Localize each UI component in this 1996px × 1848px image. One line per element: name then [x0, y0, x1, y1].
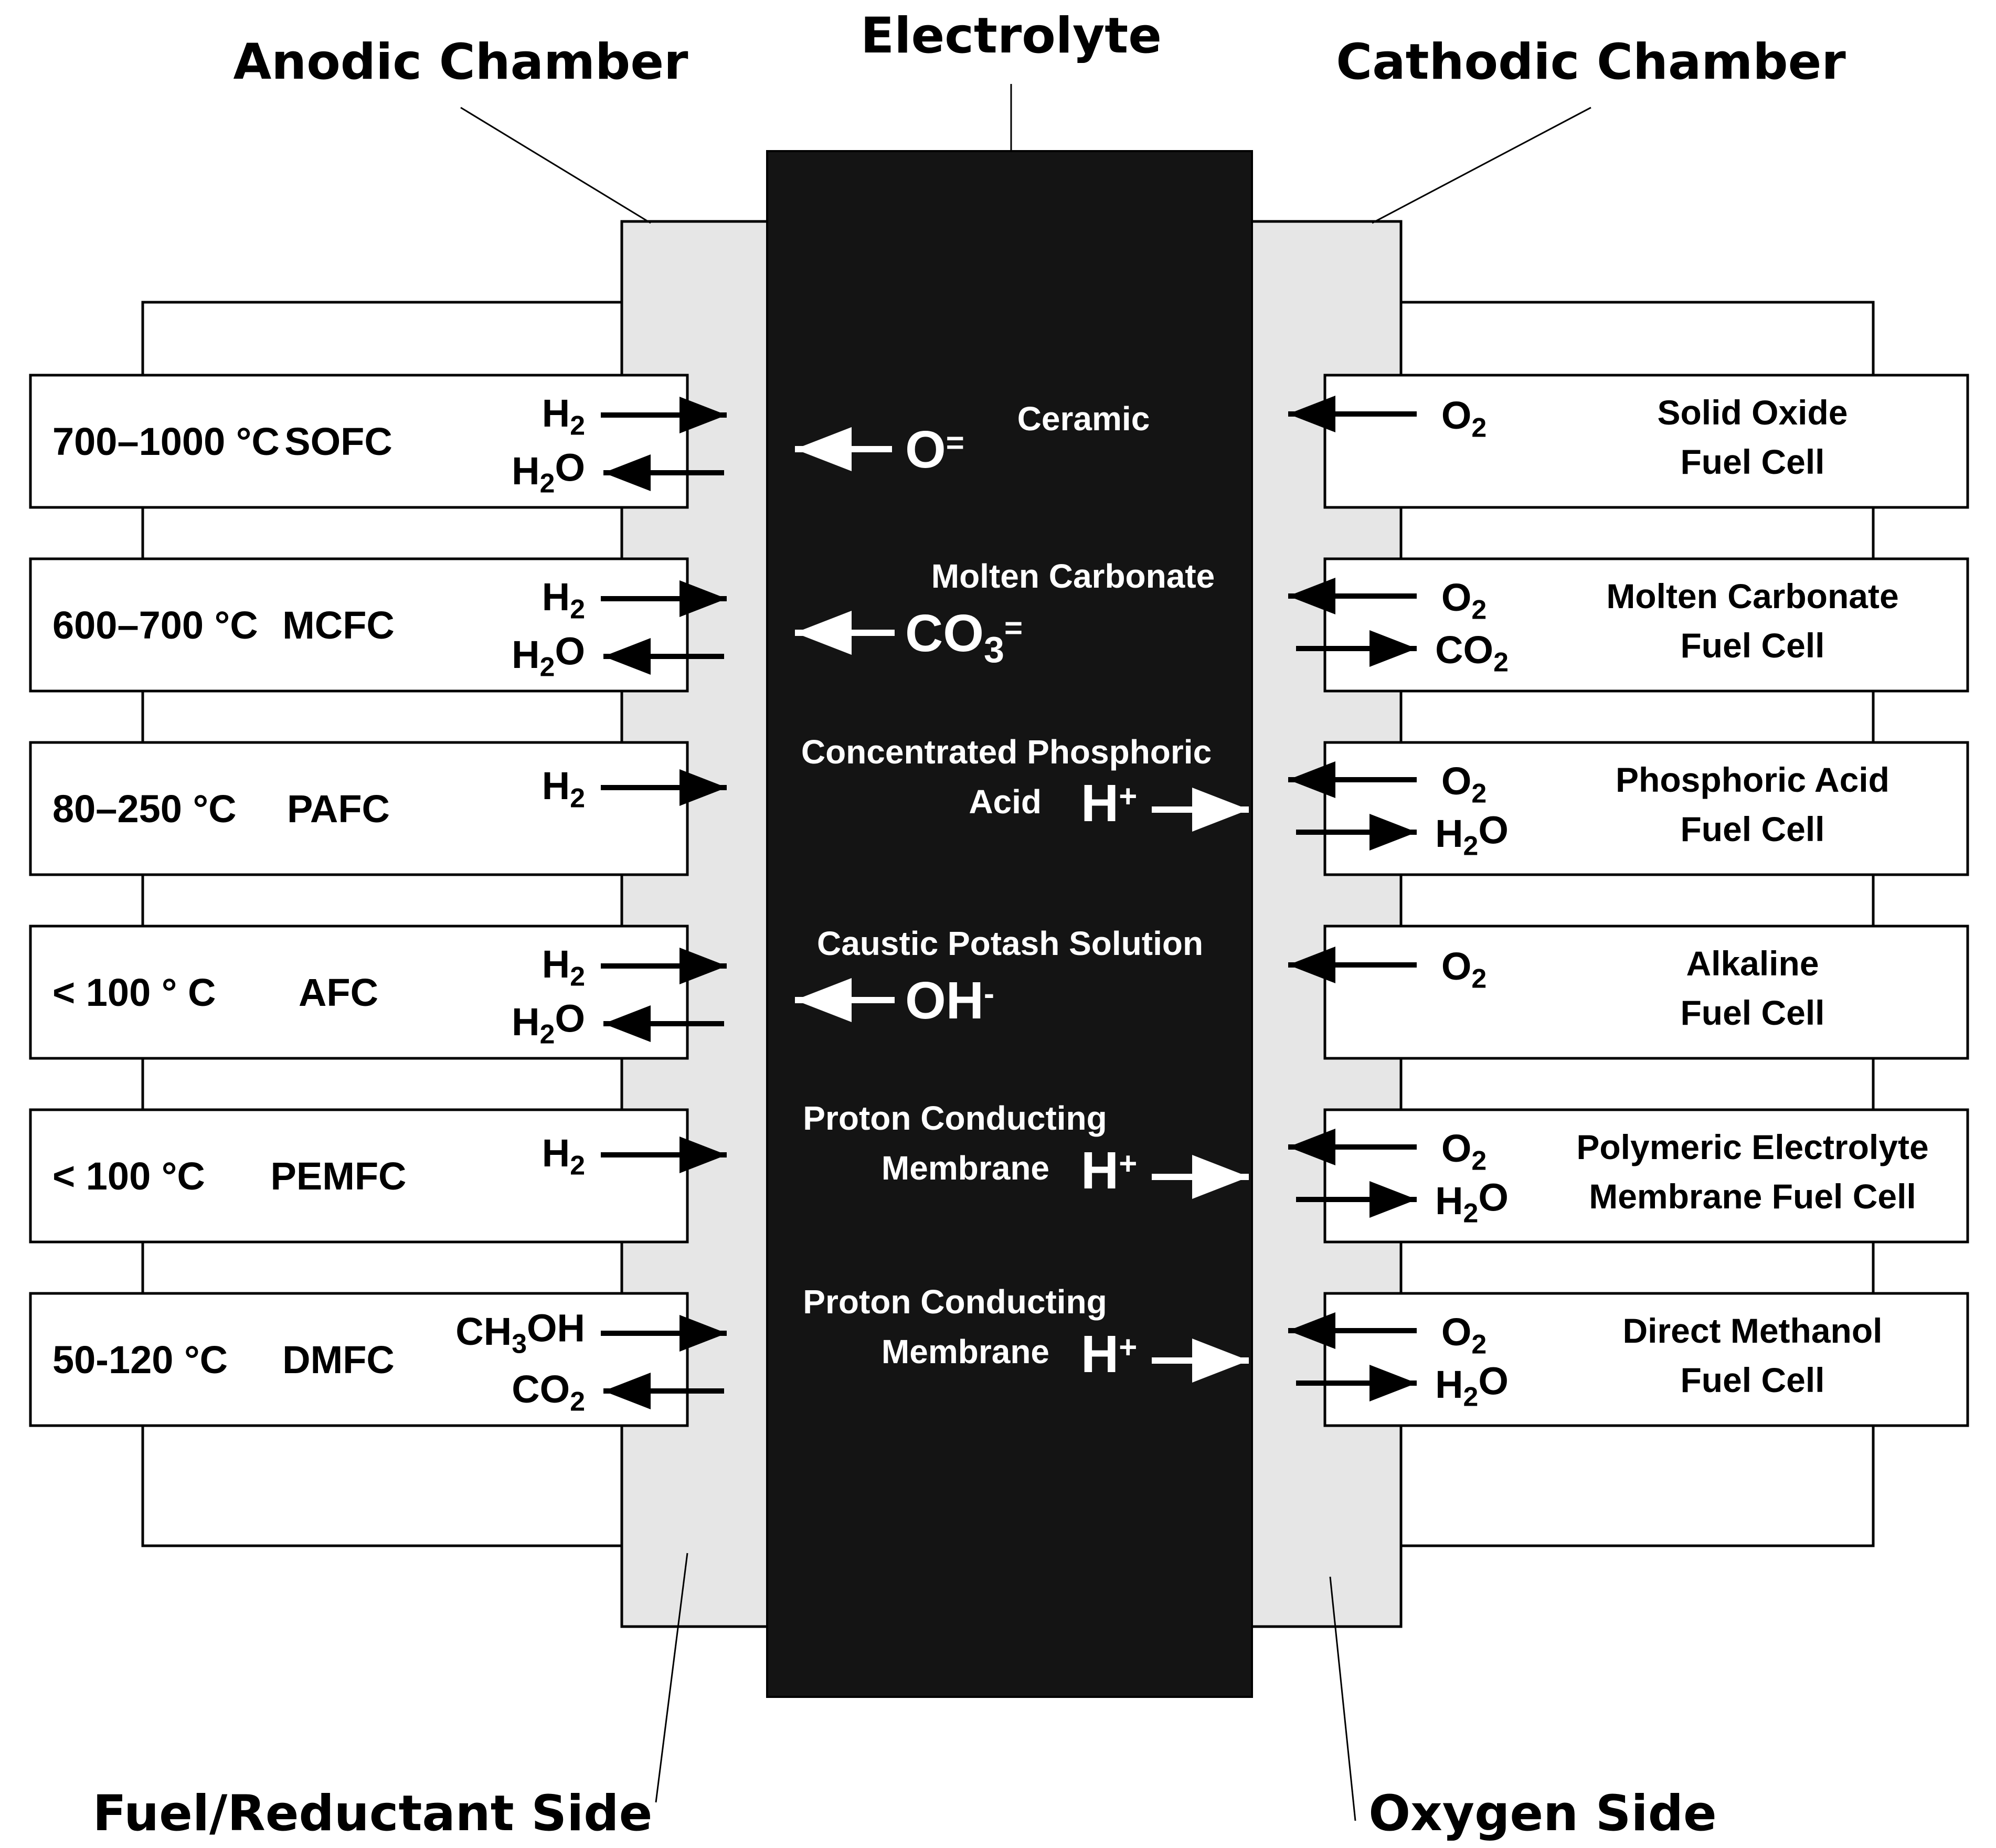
mobile-ion-base: H — [1081, 774, 1119, 833]
cathode-input-species-base: O — [1441, 944, 1472, 988]
fuel-cell-type: PEMFC — [270, 1154, 407, 1198]
anode-input-species-base: H — [542, 1131, 570, 1175]
fuel-reductant-side-label: Fuel/Reductant Side — [92, 1785, 653, 1842]
anode-output-species-subscript: 2 — [570, 1386, 585, 1417]
operating-temperature: 80–250 °C — [52, 787, 237, 831]
electrolyte-block — [767, 151, 1252, 1697]
anode-input-species-base: H — [542, 391, 570, 435]
anode-input-species-subscript: 3 — [512, 1328, 527, 1359]
cathode-output-species-tail: O — [1478, 1359, 1509, 1403]
anode-output-species-base: H — [512, 633, 540, 676]
cathode-output-species-tail: O — [1478, 1175, 1509, 1219]
fuel-cell-type: AFC — [298, 971, 379, 1014]
operating-temperature: < 100 °C — [52, 1154, 205, 1198]
cathode-input-species-subscript: 2 — [1471, 412, 1487, 443]
fuel-cell-name-line-1: Alkaline — [1686, 944, 1819, 983]
cathode-input-species-subscript: 2 — [1471, 963, 1487, 994]
anodic-leader-line — [461, 108, 651, 223]
cathode-input-species-base: O — [1441, 1127, 1472, 1170]
cathode-box — [1325, 926, 1968, 1058]
electrolyte-material-line-2: Membrane — [881, 1333, 1049, 1371]
cathodic-chamber-label: Cathodic Chamber — [1336, 34, 1846, 91]
operating-temperature: < 100 ° C — [52, 971, 216, 1014]
anode-input-species-subscript: 2 — [570, 1150, 585, 1181]
cathodic-leader-line — [1372, 108, 1591, 223]
anode-input-species-base: H — [542, 764, 570, 808]
cathode-output-species-base: H — [1435, 1179, 1463, 1223]
anode-input-species-base: CH — [455, 1310, 512, 1353]
fuel-cell-type: PAFC — [287, 787, 390, 831]
cathode-output-species-base: CO — [1435, 628, 1494, 672]
mobile-ion-superscript: = — [946, 425, 964, 460]
operating-temperature: 600–700 °C — [52, 603, 258, 647]
anode-input-species-subscript: 2 — [570, 961, 585, 992]
mobile-ion-base: H — [1081, 1325, 1119, 1384]
fuel-cell-name-line-2: Fuel Cell — [1680, 993, 1825, 1032]
mobile-ion-superscript: + — [1119, 1330, 1138, 1365]
mobile-ion-base: O — [905, 420, 946, 479]
mobile-ion-base: H — [1081, 1141, 1119, 1200]
anode-output-species-tail: O — [555, 996, 585, 1040]
electrolyte-material: Ceramic — [1017, 400, 1150, 438]
cathode-output-species-subscript: 2 — [1493, 646, 1509, 677]
fuel-cell-name-line-1: Molten Carbonate — [1606, 577, 1899, 615]
anode-input-species-subscript: 2 — [570, 593, 585, 624]
cathode-input-species-base: O — [1441, 759, 1472, 803]
cathode-input-species-base: O — [1441, 1310, 1472, 1354]
fuel-cell-name-line-1: Direct Methanol — [1622, 1311, 1883, 1350]
electrolyte-material-line-1: Proton Conducting — [803, 1283, 1107, 1321]
cathode-input-species-base: O — [1441, 394, 1472, 437]
cathode-output-species-subscript: 2 — [1463, 1381, 1479, 1412]
cathode-output-species-base: H — [1435, 1363, 1463, 1406]
anode-input-species-subscript: 2 — [570, 410, 585, 441]
anode-output-species-base: H — [512, 1000, 540, 1044]
electrolyte-material: Caustic Potash Solution — [816, 925, 1204, 962]
mobile-ion-superscript: + — [1119, 1146, 1138, 1181]
operating-temperature: 50-120 °C — [52, 1338, 228, 1382]
mobile-ion-subscript: 3 — [984, 629, 1004, 670]
fuel-cell-name-line-1: Solid Oxide — [1657, 393, 1848, 432]
anode-input-species-subscript: 2 — [570, 782, 585, 813]
fuel-cell-type: MCFC — [282, 603, 395, 647]
anode-output-species-tail: O — [555, 629, 585, 673]
electrolyte-material-line-2: Acid — [969, 783, 1042, 821]
cathode-input-species-base: O — [1441, 576, 1472, 619]
cathode-input-species-subscript: 2 — [1471, 594, 1487, 625]
fuel-cell-name-line-2: Fuel Cell — [1680, 626, 1825, 665]
fuel-cell-type: SOFC — [284, 420, 392, 463]
anode-output-species-base: H — [512, 449, 540, 493]
cathode-box — [1325, 375, 1968, 507]
anode-input-species-tail: OH — [527, 1306, 585, 1350]
mobile-ion-superscript: + — [1119, 779, 1138, 814]
fuel-cell-type: DMFC — [282, 1338, 395, 1382]
oxygen-side-label: Oxygen Side — [1368, 1785, 1717, 1842]
mobile-ion-base: CO — [905, 604, 984, 663]
fuel-cell-name-line-2: Fuel Cell — [1680, 442, 1825, 481]
anode-input-species-base: H — [542, 942, 570, 986]
fuel-cell-name-line-1: Polymeric Electrolyte — [1576, 1128, 1929, 1166]
anode-output-species-base: CO — [512, 1367, 570, 1411]
fuel-cell-name-line-2: Fuel Cell — [1680, 1361, 1825, 1399]
fuel-cell-name-line-2: Membrane Fuel Cell — [1589, 1177, 1916, 1216]
operating-temperature: 700–1000 °C — [52, 420, 280, 463]
cathode-output-species-tail: O — [1478, 808, 1509, 852]
anode-output-species-subscript: 2 — [539, 651, 555, 682]
anode-output-species-subscript: 2 — [539, 468, 555, 498]
mobile-ion-base: OH — [905, 971, 984, 1030]
cathode-input-species-subscript: 2 — [1471, 778, 1487, 809]
anodic-chamber-label: Anodic Chamber — [233, 34, 688, 91]
electrolyte-material-line-1: Proton Conducting — [803, 1099, 1107, 1137]
anode-output-species-tail: O — [555, 445, 585, 490]
electrolyte-label: Electrolyte — [861, 7, 1162, 65]
mobile-ion — [905, 971, 994, 1030]
cathode-output-species-base: H — [1435, 812, 1463, 855]
anode-output-species-subscript: 2 — [539, 1018, 555, 1049]
electrolyte-material-line-1: Concentrated Phosphoric — [801, 733, 1212, 771]
cathode-input-species-subscript: 2 — [1471, 1145, 1487, 1176]
anode-input-species-base: H — [542, 575, 570, 619]
electrolyte-material: Molten Carbonate — [931, 557, 1215, 595]
electrolyte-material-line-2: Membrane — [881, 1149, 1049, 1187]
cathode-output-species-subscript: 2 — [1463, 830, 1479, 861]
mobile-ion-superscript: - — [984, 976, 994, 1011]
fuel-cell-name-line-2: Fuel Cell — [1680, 810, 1825, 848]
cathode-input-species-subscript: 2 — [1471, 1329, 1487, 1360]
mobile-ion-superscript: = — [1004, 610, 1023, 645]
cathode-output-species-subscript: 2 — [1463, 1197, 1479, 1228]
fuel-cell-name-line-1: Phosphoric Acid — [1616, 760, 1889, 799]
